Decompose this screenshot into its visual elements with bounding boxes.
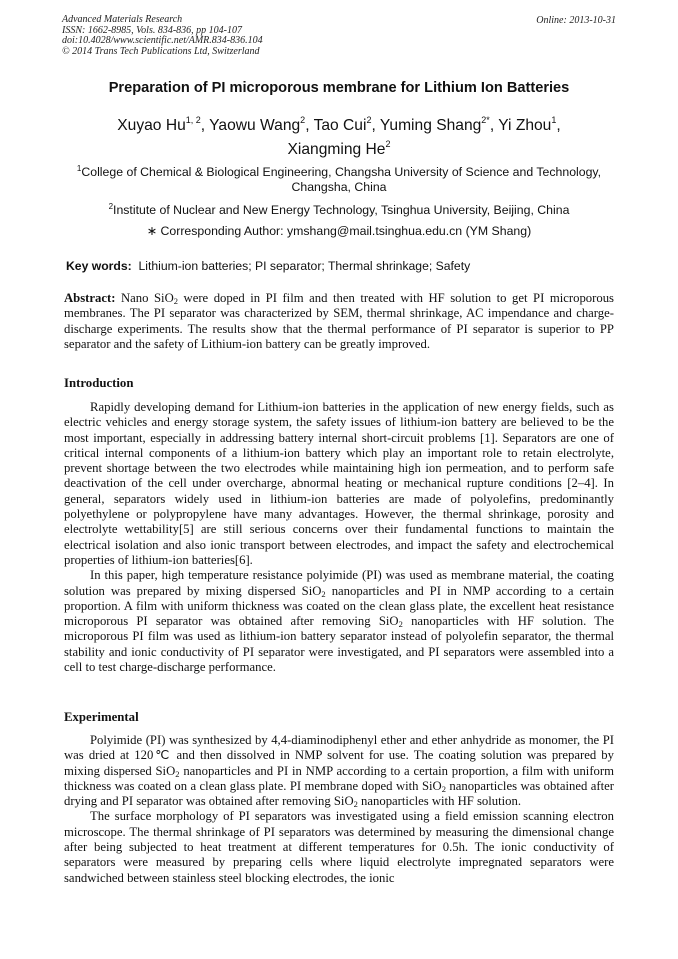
paragraph: The surface morphology of PI separators was investigated using a field emission scanning electron microscope. The thermal shrinkage of PI separators was determined by measuring the dimensional change after being subjected to heat treatment at different temperatures for 0.5h. The ionic conductivity of separators were measured by preparing cells where liquid electrolyte impregnated separators were sandwiched between stainless steel blocking electrodes, the ionic	[64, 809, 614, 885]
text-run: nanoparticles and PI in NMP according to a certain proportion. A film with uniform thickness was coated on the clean glass plate, the excellent heat resistance microporous PI separator was obtained after removing SiO	[64, 583, 615, 629]
author-name: , Yuming Shang	[371, 117, 482, 134]
issn-line: ISSN: 1662-8985, Vols. 834-836, pp 104-107	[62, 24, 242, 36]
journal-header	[62, 15, 263, 57]
section-heading-experimental: Experimental	[64, 710, 139, 724]
copyright-line: © 2014 Trans Tech Publications Ltd, Switzerland	[62, 45, 260, 57]
author-list	[40, 114, 638, 162]
text-run: nanoparticles and PI in NMP according to a certain proportion, a film with uniform thickness was coated on a clean glass plate. PI membrane doped with SiO	[64, 763, 614, 793]
paragraph	[64, 733, 614, 809]
introduction-body	[64, 400, 614, 675]
author-affil-mark: 2	[366, 115, 372, 125]
corresponding-author: ∗ Corresponding Author: ymshang@mail.tsinghua.edu.cn (YM Shang)	[146, 224, 532, 238]
author-line-1	[40, 114, 638, 138]
author-affil-mark: 2	[385, 139, 391, 149]
author-name: , Yi Zhou	[489, 117, 552, 134]
paragraph	[64, 568, 614, 675]
subscript: 2	[398, 619, 403, 630]
author-name: Xiangming He	[287, 141, 386, 158]
subscript: 2	[175, 768, 180, 779]
abstract	[64, 291, 614, 352]
author-affil-mark: 2*	[481, 115, 490, 125]
subscript: 2	[353, 799, 358, 810]
section-heading-introduction: Introduction	[64, 376, 134, 390]
author-name: Xuyao Hu	[117, 117, 186, 134]
text-run: nanoparticles with HF solution. The microporous PI film was used as lithium-ion battery separator instead of polyolefin separator, the thermal stability and ionic conductivity of PI separator were investigated, and PI separators were assembled into a cell to test charge-discharge performance.	[64, 614, 614, 675]
keywords-label: Key words:	[66, 259, 132, 273]
experimental-body	[64, 733, 614, 886]
affil-mark: 2	[108, 202, 114, 211]
text-run: nanoparticles was obtained after drying and PI separator was obtained after removing SiO	[64, 778, 614, 809]
paper-title: Preparation of PI microporous membrane for Lithium Ion Batteries	[108, 80, 570, 96]
keywords-text: Lithium-ion batteries; PI separator; Thermal shrinkage; Safety	[138, 259, 471, 273]
abstract-text: were doped in PI film and then treated with HF solution to get PI microporous membranes. The PI separator was characterized by SEM, thermal shrinkage, AC impendance and charge-discharge experiments. The results show that the thermal performance of PI separator is superior to PP separator and the safety of Lithium-ion battery can be greatly improved.	[64, 291, 614, 351]
author-name: , Tao Cui	[305, 117, 367, 134]
author-affil-mark: 1	[551, 115, 557, 125]
affiliation-1	[40, 165, 638, 195]
affil-text: College of Chemical & Biological Engineering, Changsha University of Science and Technology,	[81, 165, 602, 179]
keywords	[66, 259, 470, 273]
text-run: nanoparticles with HF solution.	[357, 794, 522, 809]
author-name: , Yaowu Wang	[200, 117, 301, 134]
text-run: In this paper, high temperature resistance polyimide (PI) was used as membrane material, the coating solution was prepared by mixing dispersed SiO	[64, 568, 614, 598]
online-date: Online: 2013-10-31	[536, 15, 616, 26]
affil-city: Changsha, China	[291, 180, 387, 194]
affiliation-2	[40, 203, 638, 218]
text-run: Polyimide (PI) was synthesized by 4,4-diaminodiphenyl ether and ether anhydride as monomer, the PI was dried at 120℃ and then dissolved in NMP solvent for use. The coating solution was prepared by mixing dispersed SiO	[64, 733, 614, 778]
subscript: 2	[441, 783, 446, 794]
journal-name: Advanced Materials Research	[62, 14, 183, 25]
affil-mark: 1	[76, 164, 82, 173]
abstract-label: Abstract:	[64, 291, 116, 305]
subscript: 2	[321, 588, 326, 599]
author-separator: ,	[556, 117, 561, 134]
paragraph: Rapidly developing demand for Lithium-ion batteries in the application of new energy fields, such as electric vehicles and energy storage system, the safety issues of lithium-ion battery are believed to be the most important, especially in addressing battery internal short-circuit problems [1]. Separators are one of critical internal components of a lithium-ion battery which play an important role to retain electrolyte, prevent shortage between the two electrodes while maintaining high ion permeation, and to perform safe deactivation of the cell under overcharge, abnormal heating or mechanical rupture conditions [2–4]. In general, separators widely used in lithium-ion batteries are made of polyolefins, predominantly polyethylene or polypropylene have many advantages. However, the thermal shrinkage, porosity and electrolyte wettability[5] are still serious concerns over their fundamental functions to maintain the electrical isolation and also ionic transport between electrodes, and impact the safety and electrochemical properties of lithium-ion batteries[6].	[64, 400, 614, 567]
author-line-2	[40, 138, 638, 162]
author-affil-mark: 2	[300, 115, 306, 125]
affil-text: Institute of Nuclear and New Energy Technology, Tsinghua University, Beijing, China	[113, 203, 570, 217]
abstract-text: Nano SiO	[115, 291, 174, 305]
subscript: 2	[173, 296, 178, 306]
author-affil-mark: 1, 2	[185, 115, 201, 125]
doi-line: doi:10.4028/www.scientific.net/AMR.834-836.104	[62, 35, 263, 47]
